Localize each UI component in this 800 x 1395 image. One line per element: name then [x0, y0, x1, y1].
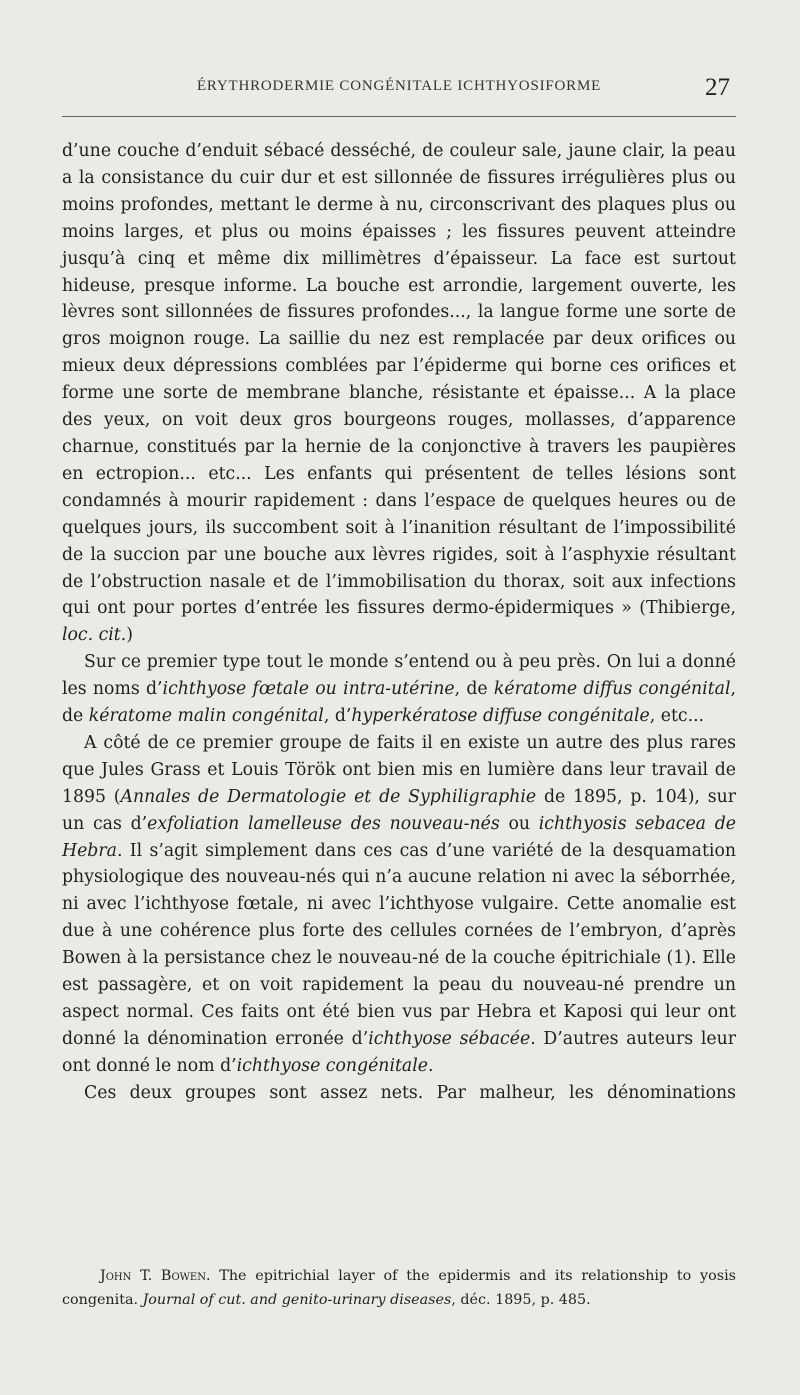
footnote-italic: Journal of cut. and genito-urinary diseases — [142, 1292, 452, 1308]
footnote-run: , déc. 1895, p. 485. — [451, 1292, 591, 1308]
text-run: . — [427, 1055, 434, 1076]
text-run: ou — [499, 813, 539, 834]
page-header — [62, 74, 736, 108]
text-run: ) — [126, 625, 133, 646]
page-number: 27 — [705, 74, 730, 101]
header-rule — [62, 116, 736, 117]
footnote-author: John T. Bowen — [100, 1268, 206, 1284]
running-title: ÉRYTHRODERMIE CONGÉNITALE ICHTHYOSIFORME — [196, 78, 602, 94]
italic-text: hyperkératose diffuse congénitale — [351, 706, 650, 727]
italic-text: kératome diffus congénital — [493, 679, 731, 700]
italic-text: exfoliation lamelleuse des nouveau-nés — [147, 813, 500, 834]
text-run: . Il s’agit simplement dans ces cas d’une variété de la desquamation physiologique des nouveau-nés qui n’a aucune relation ni avec la séborrhée, ni avec l’ichthyose fœtale, ni avec l’ichthyose vulgaire. Cette anomalie est due à une cohérence plus forte des cellules cornées de l’embryon, d’après Bowen à la persistance chez le nouveau-né de la couche épitrichiale (1). Elle est passagère, et on voit rapidement la peau du nouveau-né prendre un aspect normal. Ces faits ont été bien vus par Hebra et Kaposi qui leur ont donné la dénomination erronée d’ — [62, 840, 736, 1049]
italic-text: Annales de Dermatologie et de Syphiligraphie — [120, 786, 537, 807]
body-text — [62, 138, 736, 1107]
italic-text: kératome malin congénital — [88, 706, 324, 727]
italic-text: ichthyose congénitale — [236, 1055, 428, 1076]
footnote — [62, 1264, 736, 1312]
paragraph — [62, 1080, 736, 1107]
italic-text: loc. cit. — [62, 625, 127, 646]
text-run: . D’autres auteurs leur ont donné le nom d’ — [62, 1028, 736, 1076]
text-run: Ces deux groupes sont assez nets. Par malheur, les dénominations — [84, 1082, 736, 1103]
text-run: de 1895, p. 104), sur un cas d’ — [62, 786, 736, 834]
footnote-text — [62, 1264, 736, 1312]
italic-text: ichthyose sébacée — [368, 1028, 531, 1049]
text-run: d’une couche d’enduit sébacé desséché, de couleur sale, jaune clair, la peau a la consistance du cuir dur et est sillonnée de fissures irrégulières plus ou moins profondes, mettant le derme à nu, circonscrivant des plaques plus ou moins larges, et plus ou moins épaisses ; les fissures peuvent atteindre jusqu’à cinq et même dix millimètres d’épaisseur. La face est surtout hideuse, presque informe. La bouche est arrondie, largement ouverte, les lèvres sont sillonnées de fissures profondes..., la langue forme une sorte de gros moignon rouge. La saillie du nez est remplacée par deux orifices ou mieux deux dépressions comblées par l’épiderme qui borne ces orifices et forme une sorte de membrane blanche, résistante et épaisse... A la place des yeux, on voit deux gros bourgeons rouges, mollasses, d’apparence charnue, constitués par la hernie de la conjonctive à travers les paupières en ectropion... etc... Les enfants qui présentent de telles lésions sont condamnés à mourir rapidement : dans l’espace de quelques heures ou de quelques jours, ils succombent soit à l’inanition résultant de l’impossibilité de la succion par une bouche aux lèvres rigides, soit à l’asphyxie résultant de l’obstruction nasale et de l’immobilisation du thorax, soit aux infections qui ont pour portes d’entrée les fissures dermo-épidermiques » (Thibierge, — [62, 141, 736, 619]
text-run: , etc... — [649, 706, 705, 727]
paragraph — [62, 730, 736, 1080]
text-run: , de — [62, 679, 736, 727]
text-run: Sur ce premier type tout le monde s’entend ou à peu près. On lui a donné les noms d’ — [62, 652, 736, 700]
text-run: A côté de ce premier groupe de faits il en existe un autre des plus rares que Jules Grass et Louis Török ont bien mis en lumière dans leur travail de 1895 ( — [62, 732, 736, 807]
paragraph — [62, 138, 736, 649]
paragraph — [62, 649, 736, 730]
text-run: , d’ — [323, 706, 352, 727]
text-run: , de — [454, 679, 494, 700]
footnote-run: . The epitrichial layer of the epidermis and its relationship to yosis congenita. — [62, 1268, 736, 1308]
italic-text: ichthyose fœtale ou intra-utérine — [162, 679, 455, 700]
italic-text: ichthyosis sebacea de Hebra — [62, 813, 736, 861]
